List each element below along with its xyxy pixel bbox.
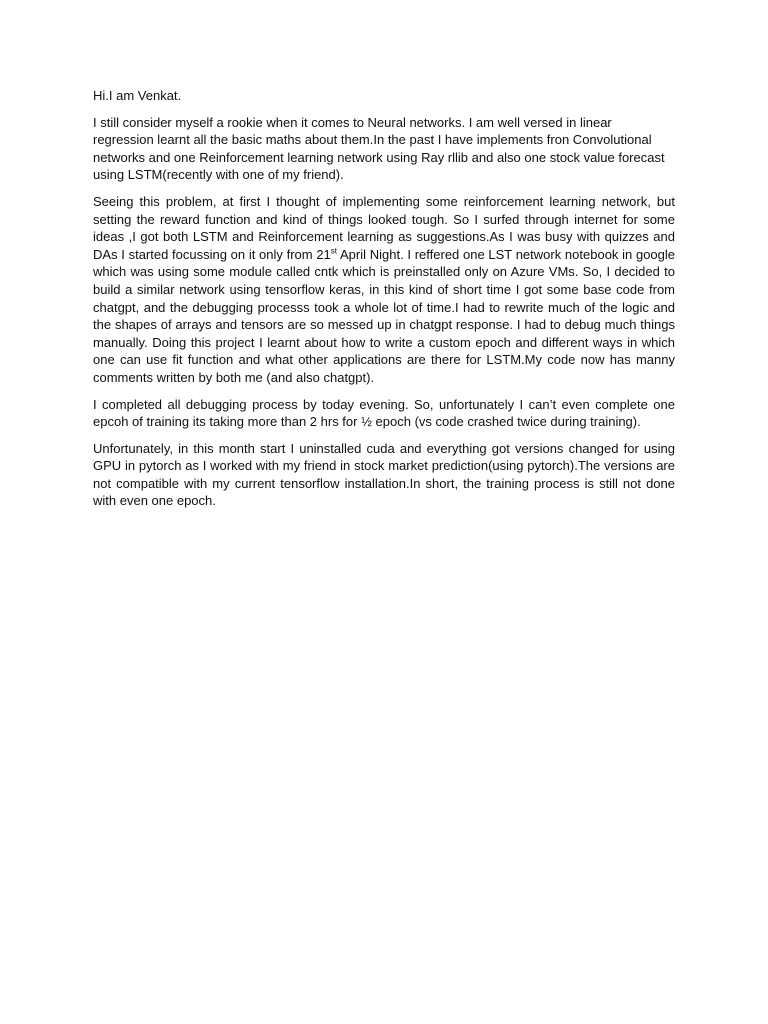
paragraph-environment-issue: Unfortunately, in this month start I uninstalled cuda and everything got versions changed for using GPU in pytorch as I worked with my friend in stock market prediction(using pytorch).The versions are not compatible with my current tensorflow installation.In short, the training process is still not done with even one epoch.	[93, 440, 675, 509]
ordinal-suffix: st	[330, 246, 338, 256]
greeting-line: Hi.I am Venkat.	[93, 88, 182, 103]
paragraph-approach-part-2: April Night. I reffered one LST network notebook in google which was using some module called cntk which is preinstalled only on Azure VMs. So, I decided to build a similar network using tensorflow keras, in this kind of short time I got some base code from chatgpt, and the debugging processs took a whole lot of time.I had to rewrite much of the logic and the shapes of arrays and tensors are so messed up in chatgpt response. I had to debug much things manually. Doing this project I learnt about how to write a custom epoch and different ways in which one can use fit function and what other applications are there for LSTM.My code now has manny comments written by both me (and also chatgpt).	[93, 246, 675, 385]
paragraph-approach-part-1: Seeing this problem, at first I thought of implementing some reinforcement learning network, but setting the reward function and kind of things looked tough. So I surfed through internet for some ideas ,I got both LSTM and Reinforcement learning as suggestions.As I was busy with quizzes and DAs I started focussing on it only from 21	[93, 193, 675, 262]
document-body	[93, 87, 675, 519]
paragraph-background: I still consider myself a rookie when it comes to Neural networks. I am well versed in linear regression learnt all the basic maths about them.In the past I have implements fron Convolutional networks and one Reinforcement learning network using Ray rllib and also one stock value forecast using LSTM(recently with one of my friend).	[93, 114, 665, 183]
paragraph-approach	[93, 193, 675, 387]
paragraph-training-status: I completed all debugging process by today evening. So, unfortunately I can’t even complete one epcoh of training its taking more than 2 hrs for ½ epoch (vs code crashed twice during training).	[93, 396, 675, 430]
